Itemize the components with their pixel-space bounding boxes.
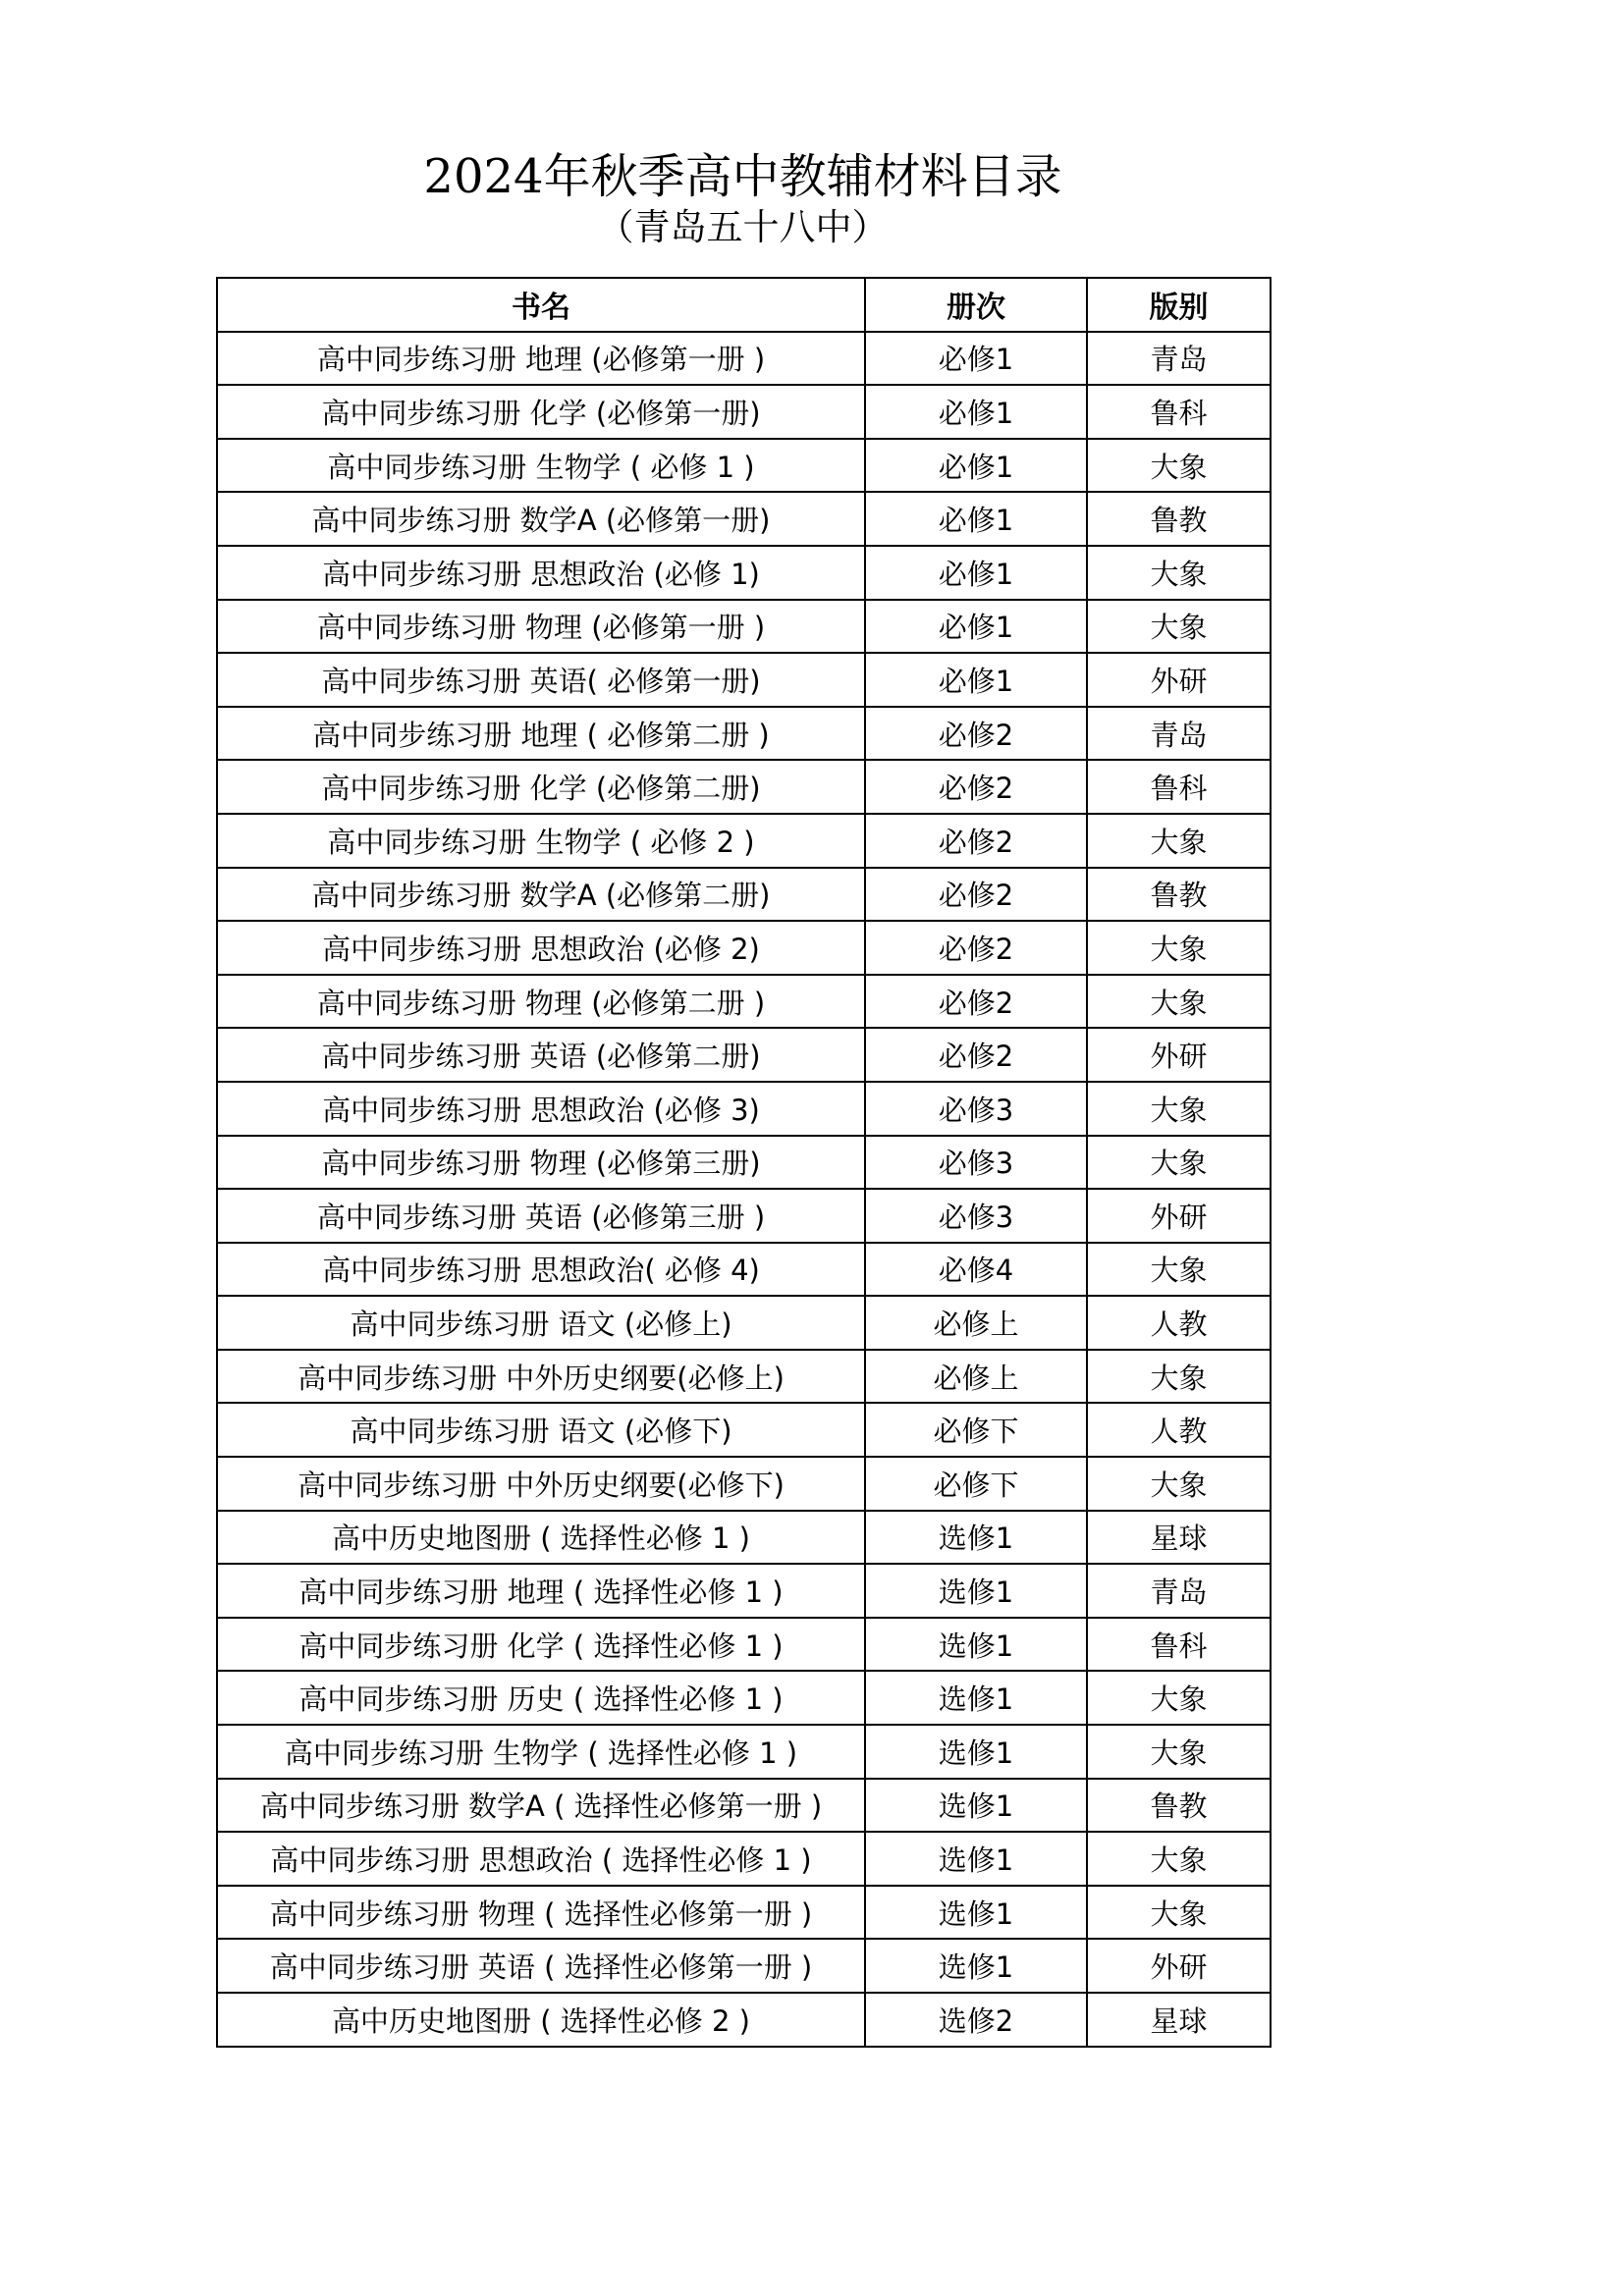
edition-cell: 大象 <box>1087 439 1271 493</box>
table-row <box>217 1993 1271 2047</box>
edition-cell: 大象 <box>1087 921 1271 975</box>
volume-cell: 选修1 <box>865 1939 1087 1993</box>
volume-cell: 选修1 <box>865 1886 1087 1940</box>
header-row <box>217 278 1271 332</box>
volume-cell: 选修1 <box>865 1779 1087 1833</box>
volume-cell: 选修1 <box>865 1618 1087 1672</box>
table-row <box>217 1296 1271 1350</box>
table-body <box>217 332 1271 2047</box>
book-name-cell: 高中同步练习册 数学A (必修第一册) <box>217 492 865 546</box>
book-name-cell: 高中同步练习册 地理 ( 必修第二册 ) <box>217 707 865 761</box>
column-header-volume: 册次 <box>865 278 1087 332</box>
volume-cell: 必修下 <box>865 1403 1087 1457</box>
volume-cell: 必修1 <box>865 653 1087 707</box>
edition-cell: 青岛 <box>1087 1564 1271 1618</box>
column-header-book-name: 书名 <box>217 278 865 332</box>
table-row <box>217 385 1271 439</box>
table-row <box>217 975 1271 1029</box>
volume-cell: 必修3 <box>865 1189 1087 1243</box>
edition-cell: 大象 <box>1087 975 1271 1029</box>
book-name-cell: 高中同步练习册 物理 ( 选择性必修第一册 ) <box>217 1886 865 1940</box>
column-header-edition: 版别 <box>1087 278 1271 332</box>
edition-cell: 人教 <box>1087 1403 1271 1457</box>
volume-cell: 必修3 <box>865 1136 1087 1190</box>
edition-cell: 鲁科 <box>1087 1618 1271 1672</box>
volume-cell: 选修1 <box>865 1832 1087 1886</box>
book-name-cell: 高中同步练习册 地理 (必修第一册 ) <box>217 332 865 386</box>
book-name-cell: 高中历史地图册 ( 选择性必修 2 ) <box>217 1993 865 2047</box>
edition-cell: 大象 <box>1087 1832 1271 1886</box>
book-name-cell: 高中历史地图册 ( 选择性必修 1 ) <box>217 1511 865 1565</box>
book-name-cell: 高中同步练习册 历史 ( 选择性必修 1 ) <box>217 1671 865 1725</box>
book-name-cell: 高中同步练习册 生物学 ( 必修 2 ) <box>217 814 865 868</box>
book-name-cell: 高中同步练习册 化学 (必修第二册) <box>217 760 865 814</box>
edition-cell: 外研 <box>1087 653 1271 707</box>
book-name-cell: 高中同步练习册 化学 ( 选择性必修 1 ) <box>217 1618 865 1672</box>
table-row <box>217 332 1271 386</box>
book-name-cell: 高中同步练习册 中外历史纲要(必修上) <box>217 1350 865 1404</box>
book-name-cell: 高中同步练习册 思想政治 ( 选择性必修 1 ) <box>217 1832 865 1886</box>
edition-cell: 大象 <box>1087 1457 1271 1511</box>
volume-cell: 选修1 <box>865 1511 1087 1565</box>
volume-cell: 选修1 <box>865 1725 1087 1779</box>
edition-cell: 大象 <box>1087 1886 1271 1940</box>
volume-cell: 必修1 <box>865 546 1087 600</box>
volume-cell: 必修1 <box>865 600 1087 654</box>
edition-cell: 星球 <box>1087 1511 1271 1565</box>
edition-cell: 大象 <box>1087 1243 1271 1297</box>
table-row <box>217 653 1271 707</box>
table-row <box>217 1189 1271 1243</box>
table-row <box>217 1939 1271 1993</box>
table-header <box>217 278 1271 332</box>
table-row <box>217 1403 1271 1457</box>
edition-cell: 鲁科 <box>1087 385 1271 439</box>
table-row <box>217 868 1271 922</box>
table-row <box>217 1564 1271 1618</box>
book-name-cell: 高中同步练习册 思想政治 (必修 3) <box>217 1082 865 1136</box>
volume-cell: 必修1 <box>865 332 1087 386</box>
edition-cell: 大象 <box>1087 546 1271 600</box>
edition-cell: 青岛 <box>1087 332 1271 386</box>
catalog-table <box>216 277 1272 2048</box>
book-name-cell: 高中同步练习册 英语 ( 选择性必修第一册 ) <box>217 1939 865 1993</box>
book-name-cell: 高中同步练习册 化学 (必修第一册) <box>217 385 865 439</box>
table-row <box>217 1243 1271 1297</box>
volume-cell: 必修2 <box>865 1028 1087 1082</box>
book-name-cell: 高中同步练习册 思想政治 (必修 1) <box>217 546 865 600</box>
volume-cell: 选修1 <box>865 1671 1087 1725</box>
book-name-cell: 高中同步练习册 生物学 ( 必修 1 ) <box>217 439 865 493</box>
book-name-cell: 高中同步练习册 语文 (必修上) <box>217 1296 865 1350</box>
edition-cell: 鲁教 <box>1087 1779 1271 1833</box>
book-name-cell: 高中同步练习册 英语( 必修第一册) <box>217 653 865 707</box>
table-row <box>217 1082 1271 1136</box>
table-row <box>217 1350 1271 1404</box>
volume-cell: 必修2 <box>865 921 1087 975</box>
volume-cell: 必修2 <box>865 707 1087 761</box>
volume-cell: 必修2 <box>865 868 1087 922</box>
table-row <box>217 1671 1271 1725</box>
edition-cell: 星球 <box>1087 1993 1271 2047</box>
document-title: 2024年秋季高中教辅材料目录 <box>423 149 1062 204</box>
volume-cell: 必修上 <box>865 1350 1087 1404</box>
book-name-cell: 高中同步练习册 英语 (必修第二册) <box>217 1028 865 1082</box>
table-row <box>217 1725 1271 1779</box>
volume-cell: 必修2 <box>865 975 1087 1029</box>
edition-cell: 大象 <box>1087 1725 1271 1779</box>
table-row <box>217 1779 1271 1833</box>
edition-cell: 外研 <box>1087 1189 1271 1243</box>
table-row <box>217 1457 1271 1511</box>
edition-cell: 大象 <box>1087 600 1271 654</box>
table-row <box>217 1511 1271 1565</box>
volume-cell: 必修2 <box>865 814 1087 868</box>
table-row <box>217 814 1271 868</box>
book-name-cell: 高中同步练习册 中外历史纲要(必修下) <box>217 1457 865 1511</box>
book-name-cell: 高中同步练习册 思想政治 (必修 2) <box>217 921 865 975</box>
book-name-cell: 高中同步练习册 语文 (必修下) <box>217 1403 865 1457</box>
edition-cell: 大象 <box>1087 1136 1271 1190</box>
document-subtitle: （青岛五十八中） <box>597 206 889 248</box>
book-name-cell: 高中同步练习册 思想政治( 必修 4) <box>217 1243 865 1297</box>
table-row <box>217 707 1271 761</box>
edition-cell: 鲁教 <box>1087 492 1271 546</box>
volume-cell: 必修2 <box>865 760 1087 814</box>
edition-cell: 青岛 <box>1087 707 1271 761</box>
volume-cell: 必修4 <box>865 1243 1087 1297</box>
book-name-cell: 高中同步练习册 英语 (必修第三册 ) <box>217 1189 865 1243</box>
edition-cell: 外研 <box>1087 1939 1271 1993</box>
edition-cell: 外研 <box>1087 1028 1271 1082</box>
table-row <box>217 546 1271 600</box>
volume-cell: 必修1 <box>865 385 1087 439</box>
table-row <box>217 600 1271 654</box>
edition-cell: 大象 <box>1087 814 1271 868</box>
edition-cell: 人教 <box>1087 1296 1271 1350</box>
volume-cell: 必修上 <box>865 1296 1087 1350</box>
table-row <box>217 1136 1271 1190</box>
edition-cell: 大象 <box>1087 1671 1271 1725</box>
edition-cell: 大象 <box>1087 1350 1271 1404</box>
edition-cell: 大象 <box>1087 1082 1271 1136</box>
table-row <box>217 1618 1271 1672</box>
volume-cell: 必修下 <box>865 1457 1087 1511</box>
book-name-cell: 高中同步练习册 物理 (必修第二册 ) <box>217 975 865 1029</box>
edition-cell: 鲁教 <box>1087 868 1271 922</box>
book-name-cell: 高中同步练习册 数学A (必修第二册) <box>217 868 865 922</box>
volume-cell: 必修3 <box>865 1082 1087 1136</box>
table-row <box>217 921 1271 975</box>
volume-cell: 必修1 <box>865 492 1087 546</box>
volume-cell: 必修1 <box>865 439 1087 493</box>
table-row <box>217 492 1271 546</box>
book-name-cell: 高中同步练习册 地理 ( 选择性必修 1 ) <box>217 1564 865 1618</box>
volume-cell: 选修1 <box>865 1564 1087 1618</box>
book-name-cell: 高中同步练习册 生物学 ( 选择性必修 1 ) <box>217 1725 865 1779</box>
book-name-cell: 高中同步练习册 数学A ( 选择性必修第一册 ) <box>217 1779 865 1833</box>
table-row <box>217 1028 1271 1082</box>
table-row <box>217 439 1271 493</box>
table-row <box>217 760 1271 814</box>
table-row <box>217 1832 1271 1886</box>
table-row <box>217 1886 1271 1940</box>
book-name-cell: 高中同步练习册 物理 (必修第一册 ) <box>217 600 865 654</box>
edition-cell: 鲁科 <box>1087 760 1271 814</box>
book-name-cell: 高中同步练习册 物理 (必修第三册) <box>217 1136 865 1190</box>
volume-cell: 选修2 <box>865 1993 1087 2047</box>
